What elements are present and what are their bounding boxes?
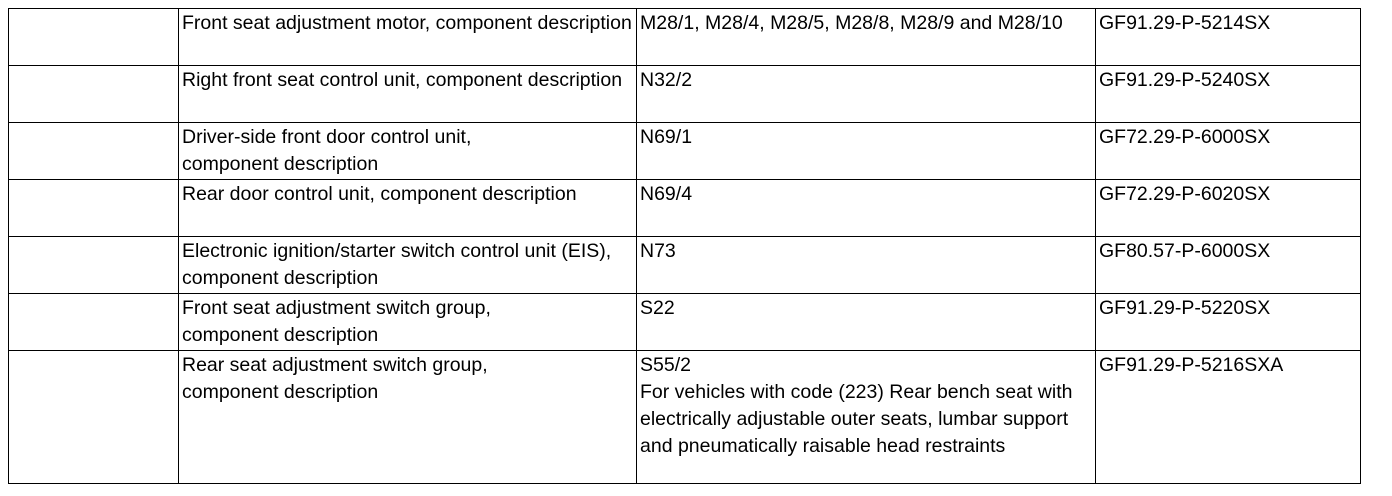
table-row <box>9 180 1361 237</box>
document-number-cell: GF91.29-P-5220SX <box>1096 294 1361 351</box>
document-number-cell: GF91.29-P-5240SX <box>1096 66 1361 123</box>
table-row <box>9 66 1361 123</box>
blank-cell <box>9 237 179 294</box>
blank-cell <box>9 351 179 484</box>
table-row <box>9 123 1361 180</box>
blank-cell <box>9 180 179 237</box>
component-cell: S22 <box>637 294 1096 351</box>
blank-cell <box>9 66 179 123</box>
table-row <box>9 351 1361 484</box>
description-cell: Front seat adjustment motor, component description <box>179 9 637 66</box>
blank-cell <box>9 9 179 66</box>
table-row <box>9 294 1361 351</box>
component-cell: M28/1, M28/4, M28/5, M28/8, M28/9 and M28/10 <box>637 9 1096 66</box>
description-cell: Electronic ignition/starter switch control unit (EIS), component description <box>179 237 637 294</box>
component-cell: N73 <box>637 237 1096 294</box>
document-number-cell: GF91.29-P-5214SX <box>1096 9 1361 66</box>
component-reference-table <box>8 8 1361 484</box>
component-cell: N69/1 <box>637 123 1096 180</box>
table-row <box>9 9 1361 66</box>
description-cell: Front seat adjustment switch group, component description <box>179 294 637 351</box>
table-row <box>9 237 1361 294</box>
description-cell: Right front seat control unit, component description <box>179 66 637 123</box>
description-cell: Driver-side front door control unit, component description <box>179 123 637 180</box>
blank-cell <box>9 294 179 351</box>
description-cell: Rear seat adjustment switch group, component description <box>179 351 637 484</box>
document-number-cell: GF91.29-P-5216SXA <box>1096 351 1361 484</box>
description-cell: Rear door control unit, component description <box>179 180 637 237</box>
document-number-cell: GF80.57-P-6000SX <box>1096 237 1361 294</box>
blank-cell <box>9 123 179 180</box>
component-cell: S55/2 For vehicles with code (223) Rear bench seat with electrically adjustable outer seats, lumbar support and pneumatically raisable head restraints <box>637 351 1096 484</box>
component-cell: N32/2 <box>637 66 1096 123</box>
document-number-cell: GF72.29-P-6020SX <box>1096 180 1361 237</box>
document-number-cell: GF72.29-P-6000SX <box>1096 123 1361 180</box>
component-cell: N69/4 <box>637 180 1096 237</box>
